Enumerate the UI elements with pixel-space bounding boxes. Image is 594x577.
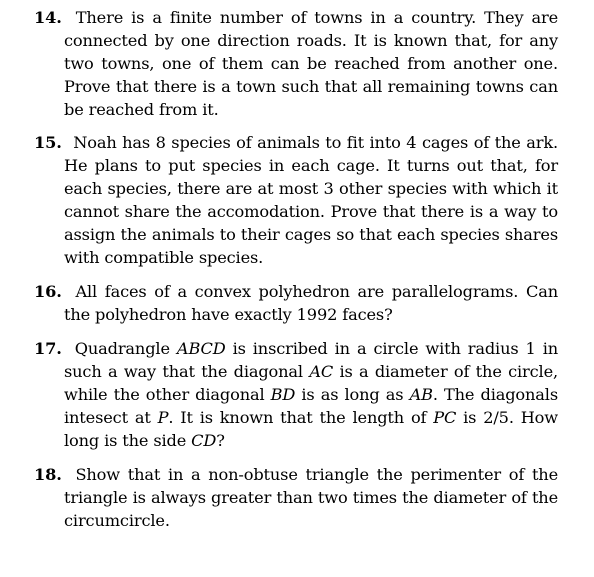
problem-17: [34, 337, 558, 452]
problem-number: 18.: [34, 465, 62, 484]
problem-14: [34, 6, 558, 121]
problem-text: Noah has 8 species of animals to fit into 4 cages of the ark. He plans to put species in each cage. It turns out that, for each species, there are at most 3 other species with which it cannot share the accomodation. Prove that there is a way to assign the animals to their cages so that each species shares with compatible species.: [64, 133, 558, 267]
problem-16: [34, 280, 558, 326]
problem-text: Quadrangle ABCD is inscribed in a circle with radius 1 in such a way that the diagonal AC is a diameter of the circle, while the other diagonal BD is as long as AB. The diagonals intesect at P. It is known that the length of PC is 2/5. How long is the side CD?: [64, 339, 559, 450]
problem-15: [34, 131, 558, 269]
problem-number: 14.: [34, 8, 62, 27]
problem-number: 17.: [34, 339, 62, 358]
problem-18: [34, 463, 558, 532]
problem-text: Show that in a non-obtuse triangle the perimenter of the triangle is always greater than two times the diameter of the circumcircle.: [64, 465, 558, 530]
problem-number: 16.: [34, 282, 62, 301]
problem-text: All faces of a convex polyhedron are parallelograms. Can the polyhedron have exactly 1992 faces?: [64, 282, 558, 324]
problem-text: There is a finite number of towns in a country. They are connected by one direction roads. It is known that, for any two towns, one of them can be reached from another one. Prove that there is a town such that all remaining towns can be reached from it.: [64, 8, 559, 119]
problem-number: 15.: [34, 133, 62, 152]
